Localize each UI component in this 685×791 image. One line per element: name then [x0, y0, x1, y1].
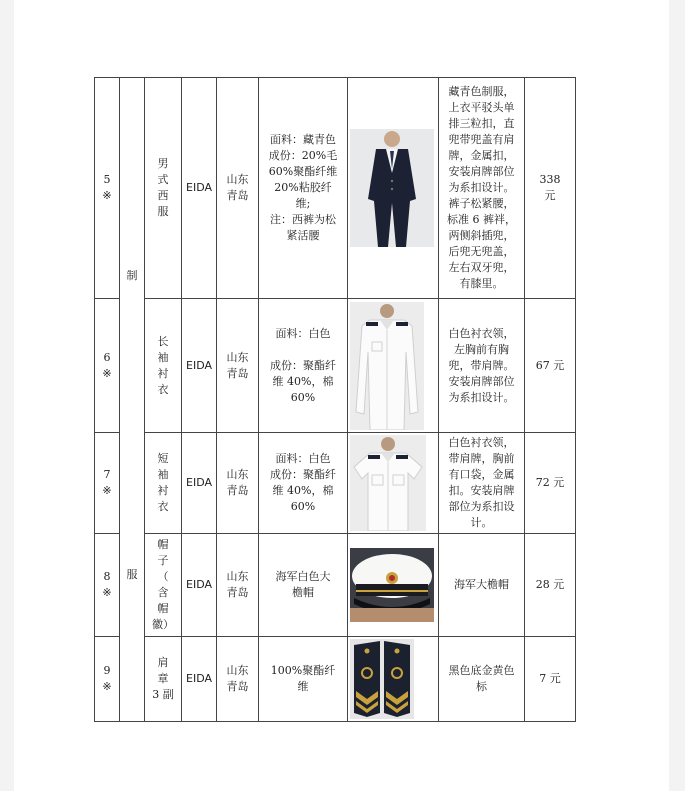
row-number: 5 ※ [95, 78, 120, 299]
category-cell [120, 78, 145, 722]
fabric: 面料：藏青色 成份：20%毛 60%聚酯纤维 20%粘胶纤 维; 注：西裤为松 紧活腰 [259, 78, 348, 299]
row-number: 8 ※ [95, 534, 120, 637]
origin: 山东 青岛 [217, 534, 259, 637]
brand: EIDA [182, 534, 217, 637]
navy-suit-photo [348, 78, 439, 299]
brand: EIDA [182, 637, 217, 722]
description: 海军大檐帽 [439, 534, 525, 637]
table-row [95, 534, 576, 637]
description: 藏青色制服， 上衣平驳头单 排三粒扣，直 兜带兜盖有肩 牌，金属扣， 安装肩牌部位 为系扣设计。 裤子松紧腰， 标准 6 裤袢， 两侧斜插兜， 后兜无兜盖， 左右双牙兜， 有膝里。 [439, 78, 525, 299]
table-row [95, 78, 576, 299]
uniform-spec-table [94, 77, 576, 722]
row-number: 7 ※ [95, 433, 120, 534]
origin: 山东 青岛 [217, 78, 259, 299]
description: 黑色底金黄色 标 [439, 637, 525, 722]
price: 338 元 [525, 78, 576, 299]
fabric: 海军白色大 檐帽 [259, 534, 348, 637]
long-sleeve-shirt-photo [348, 299, 439, 433]
row-number: 9 ※ [95, 637, 120, 722]
brand: EIDA [182, 78, 217, 299]
description: 白色衬衣领， 带肩牌，胸前 有口袋，金属 扣。安装肩牌 部位为系扣设 计。 [439, 433, 525, 534]
table-row [95, 433, 576, 534]
epaulette-photo [348, 637, 439, 722]
category-bottom: 服 [126, 568, 138, 581]
item-name: 长 袖 衬 衣 [145, 299, 182, 433]
fabric: 面料：白色 成份：聚酯纤 维 40%，棉 60% [259, 299, 348, 433]
fabric: 100%聚酯纤 维 [259, 637, 348, 722]
navy-suit-icon [350, 129, 434, 247]
navy-cap-icon [350, 548, 434, 622]
item-name: 男 式 西 服 [145, 78, 182, 299]
origin: 山东 青岛 [217, 637, 259, 722]
item-name: 短 袖 衬 衣 [145, 433, 182, 534]
price: 28 元 [525, 534, 576, 637]
row-number: 6 ※ [95, 299, 120, 433]
long-sleeve-shirt-icon [350, 302, 424, 430]
fabric: 面料：白色 成份：聚酯纤 维 40%，棉 60% [259, 433, 348, 534]
item-name: 帽 子 （ 含 帽 徽） [145, 534, 182, 637]
brand: EIDA [182, 299, 217, 433]
table-row [95, 637, 576, 722]
description: 白色衬衣领， 左胸前有胸 兜，带肩牌。 安装肩牌部位 为系扣设计。 [439, 299, 525, 433]
price: 7 元 [525, 637, 576, 722]
short-sleeve-shirt-icon [350, 435, 426, 531]
origin: 山东 青岛 [217, 433, 259, 534]
document-page [14, 0, 669, 791]
price: 72 元 [525, 433, 576, 534]
table-row [95, 299, 576, 433]
origin: 山东 青岛 [217, 299, 259, 433]
navy-cap-photo [348, 534, 439, 637]
item-name: 肩 章 3 副 [145, 637, 182, 722]
price: 67 元 [525, 299, 576, 433]
category-top: 制 [126, 269, 138, 282]
brand: EIDA [182, 433, 217, 534]
short-sleeve-shirt-photo [348, 433, 439, 534]
epaulette-icon [350, 639, 414, 719]
